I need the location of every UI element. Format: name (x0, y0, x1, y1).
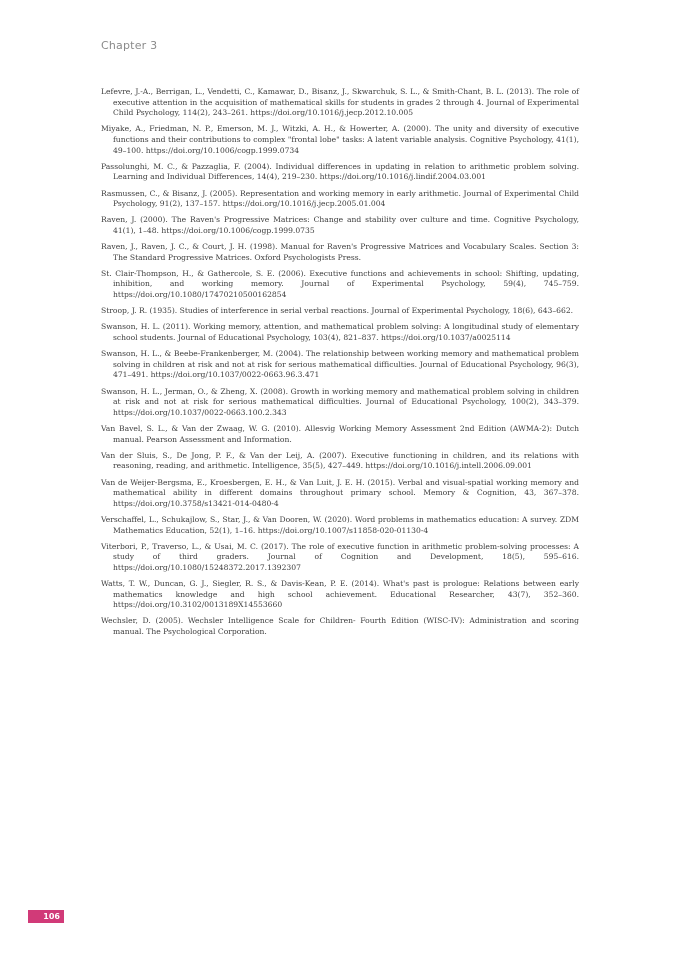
reference-item: Raven, J., Raven, J. C., & Court, J. H. (1998). Manual for Raven's Progressive Matrices and Vocabulary Scales. Section 3: The Standard Progressive Matrices. Oxford Psychologists Press. (101, 242, 579, 262)
reference-item: Swanson, H. L. (2011). Working memory, attention, and mathematical problem solving: A longitudinal study of elementary school students. Journal of Educational Psychology, 103(4), 821–837. https://doi.org/10.1037/a0025114 (101, 322, 579, 343)
reference-item: Verschaffel, L., Schukajlow, S., Star, J., & Van Dooren, W. (2020). Word problems in mathematics education: A survey. ZDM Mathematics Education, 52(1), 1–16. https://doi.org/10.1007/s11858-020-01130-4 (101, 514, 579, 535)
reference-item: Swanson, H. L., & Beebe-Frankenberger, M. (2004). The relationship between working memory and mathematical problem solving in children at risk and not at risk for serious mathematical difficulties. Journal of Educational Psychology, 96(3), 471–491. https://doi.org/10.1037/0022-0663.96.3.471 (101, 349, 579, 380)
reference-item: St. Clair-Thompson, H., & Gathercole, S. E. (2006). Executive functions and achievements in school: Shifting, updating, inhibition, and working memory. Journal of Experimental Psychology, 59(4), 745–759. https://doi.org/10.1080/17470210500162854 (101, 268, 579, 300)
reference-item: Watts, T. W., Duncan, G. J., Siegler, R. S., & Davis-Kean, P. E. (2014). What's past is prologue: Relations between early mathematics knowledge and high school achievement. Educational Researcher, 43(7), 352–360. https://doi.org/10.3102/0013189X14553660 (101, 579, 579, 610)
reference-item: Van Bavel, S. L., & Van der Zwaag, W. G. (2010). Allesvig Working Memory Assessment 2nd Edition (AWMA-2): Dutch manual. Pearson Assessment and Information. (101, 423, 579, 444)
reference-item: Lefevre, J.-A., Berrigan, L., Vendetti, C., Kamawar, D., Bisanz, J., Skwarchuk, S. L., & Smith-Chant, B. L. (2013). The role of executive attention in the acquisition of mathematical skills for students in grades 2 through 4. Journal of Experimental Child Psychology, 114(2), 243–261. https://doi.org/10.1016/j.jecp.2012.10.005 (101, 87, 579, 118)
reference-item: Passolunghi, M. C., & Pazzaglia, F. (2004). Individual differences in updating in relation to arithmetic problem solving. Learning and Individual Differences, 14(4), 219–230. https://doi.org/10.1016/j.lindif.2004.03.001 (101, 161, 579, 182)
reference-item: Viterbori, P., Traverso, L., & Usai, M. C. (2017). The role of executive function in arithmetic problem-solving processes: A study of third graders. Journal of Cognition and Development, 18(5), 595–616. https://doi.org/10.1080/15248372.2017.1392307 (101, 541, 579, 572)
reference-item: Stroop, J. R. (1935). Studies of interference in serial verbal reactions. Journal of Experimental Psychology, 18(6), 643–662. (101, 306, 574, 316)
reference-item: Van der Sluis, S., De Jong, P. F., & Van der Leij, A. (2007). Executive functioning in children, and its relations with reasoning, reading, and arithmetic. Intelligence, 35(5), 427–449. https://doi.org/10.1016/j.intell.2006.09.001 (101, 450, 579, 471)
reference-item: Raven, J. (2000). The Raven's Progressive Matrices: Change and stability over culture and time. Cognitive Psychology, 41(1), 1–48. https://doi.org/10.1006/cogp.1999.0735 (101, 215, 579, 235)
reference-item: Van de Weijer-Bergsma, E., Kroesbergen, E. H., & Van Luit, J. E. H. (2015). Verbal and visual-spatial working memory and mathematical ability in different domains throughout primary school. Memory & Cognition, 43, 367–378. https://doi.org/10.3758/s13421-014-0480-4 (101, 477, 579, 508)
reference-item: Rasmussen, C., & Bisanz, J. (2005). Representation and working memory in early arithmetic. Journal of Experimental Child Psychology, 91(2), 137–157. https://doi.org/10.1016/j.jecp.2005.01.004 (101, 188, 579, 209)
reference-item: Wechsler, D. (2005). Wechsler Intelligence Scale for Children- Fourth Edition (WISC-IV): Administration and scoring manual. The Psychological Corporation. (101, 616, 579, 637)
chapter-header: Chapter 3 (101, 39, 158, 52)
reference-list (101, 87, 579, 643)
page-number: 106 (28, 910, 64, 923)
reference-item: Miyake, A., Friedman, N. P., Emerson, M. J., Witzki, A. H., & Howerter, A. (2000). The unity and diversity of executive functions and their contributions to complex "frontal lobe" tasks: A latent variable analysis. Cognitive Psychology, 41(1), 49–100. https://doi.org/10.1006/cogp.1999.0734 (101, 124, 579, 155)
reference-item: Swanson, H. L., Jerman, O., & Zheng, X. (2008). Growth in working memory and mathematical problem solving in children at risk and not at risk for serious mathematical difficulties. Journal of Educational Psychology, 100(2), 343–379. https://doi.org/10.1037/0022-0663.100.2.343 (101, 386, 579, 417)
